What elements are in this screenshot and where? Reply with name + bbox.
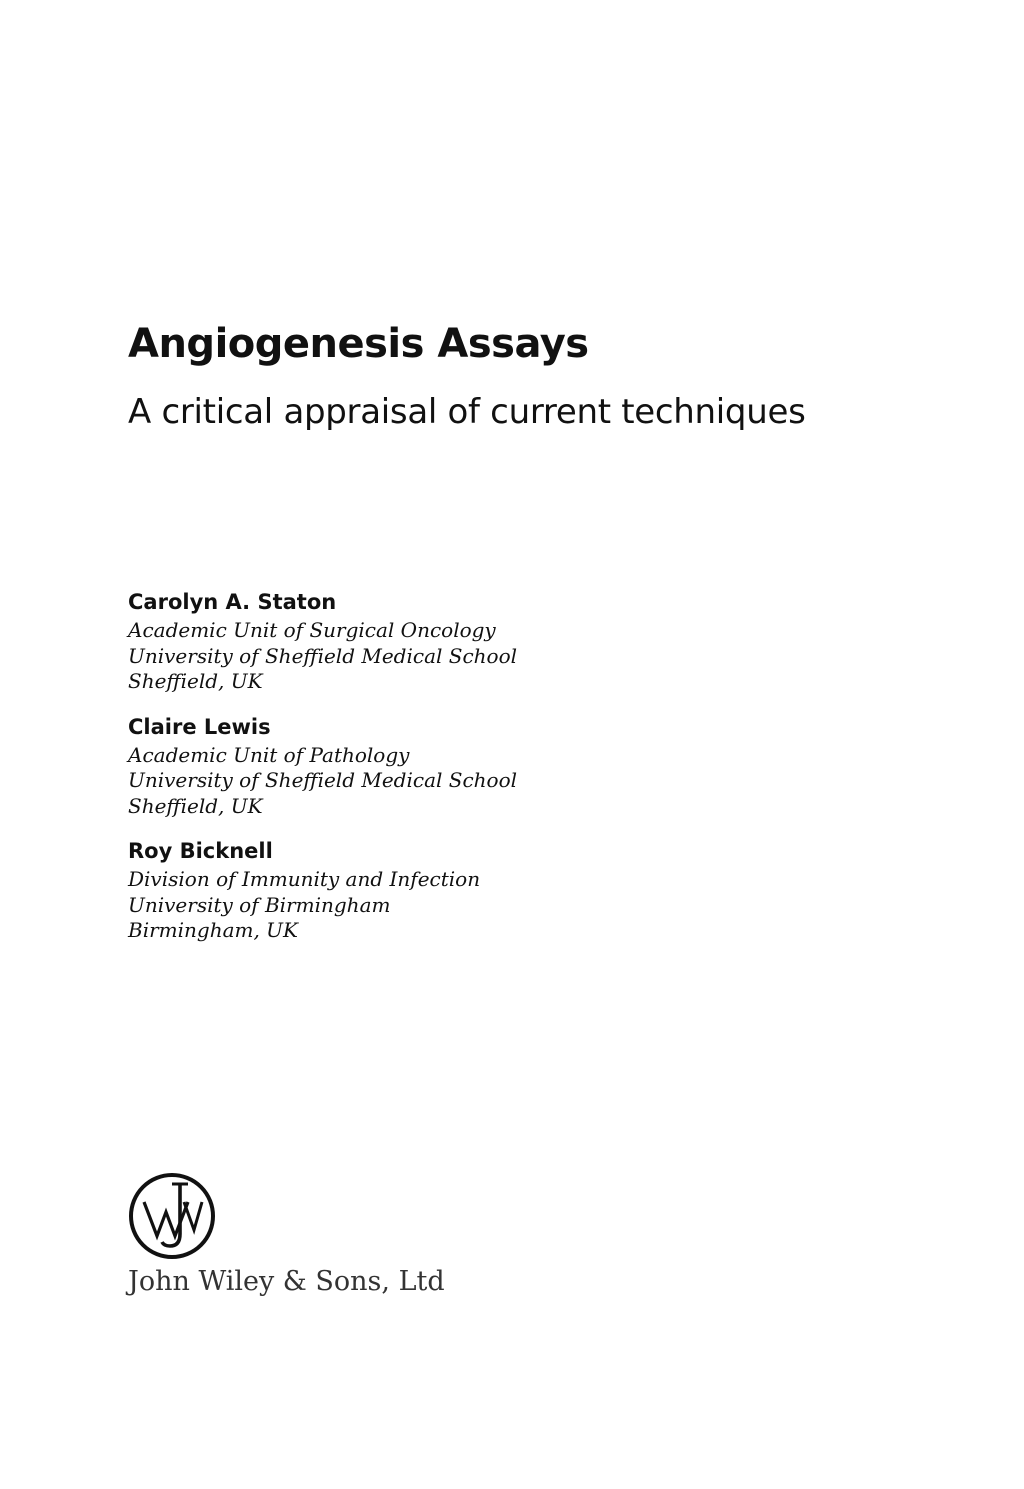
author-affiliation-line: Academic Unit of Surgical Oncology — [128, 618, 496, 642]
author-name: Carolyn A. Staton — [128, 590, 337, 614]
author-name: Claire Lewis — [128, 714, 271, 739]
book-title: Angiogenesis Assays — [128, 321, 589, 367]
author-name: Roy Bicknell — [128, 839, 273, 863]
author-block — [128, 837, 517, 944]
author-affiliation-line: Academic Unit of Pathology — [128, 742, 410, 767]
book-subtitle: A critical appraisal of current techniques — [128, 392, 806, 432]
author-block — [128, 588, 517, 695]
author-block — [128, 713, 517, 820]
author-affiliation-line: Sheffield, UK — [128, 793, 263, 818]
author-affiliation-line: University of Birmingham — [128, 892, 391, 917]
author-affiliation-line: Birmingham, UK — [128, 918, 298, 942]
author-affiliation-line: Sheffield, UK — [128, 669, 263, 693]
author-affiliation-line: Division of Immunity and Infection — [128, 867, 481, 891]
author-list — [128, 588, 517, 962]
author-affiliation-line: University of Sheffield Medical School — [128, 643, 518, 668]
publisher-name: John Wiley & Sons, Ltd — [128, 1266, 445, 1297]
wiley-jw-seal-icon — [128, 1172, 216, 1260]
author-affiliation-line: University of Sheffield Medical School — [128, 768, 518, 792]
